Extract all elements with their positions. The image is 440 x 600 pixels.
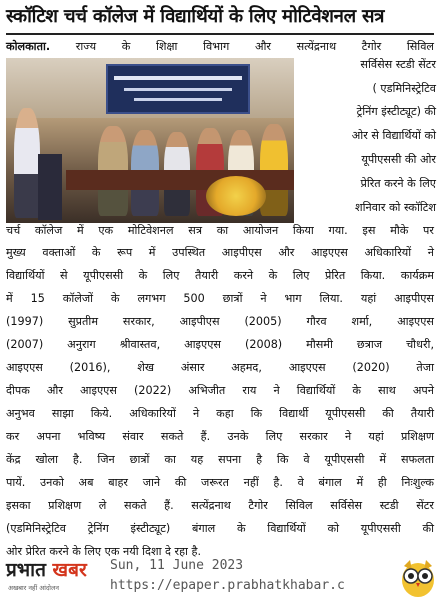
first-line-text: राज्य के शिक्षा विभाग और सत्येंद्रनाथ टैगोर सिविल (50, 40, 434, 53)
side-line: ( एडमिनिस्ट्रेटिव (372, 82, 436, 95)
side-line: यूपीएससी की ओर (361, 153, 436, 166)
body-line: (1997) सुप्रतीम सरकार, आइपीएस (2005) गौरव शर्मा, आइएएस (6, 315, 434, 328)
prabhat-khabar-logo[interactable] (6, 558, 98, 594)
headline: स्कॉटिश चर्च कॉलेज में विद्यार्थियों के लिए मोटिवेशनल सत्र (6, 6, 385, 27)
side-line: ओर से विद्यार्थियों को (351, 129, 436, 142)
edition-date: Sun, 11 June 2023 (110, 558, 244, 573)
body-line: आइएएस (2016), शेख अंसार अहमद, आइएएस (2020) तेजा (6, 361, 434, 374)
side-line: शनिवार को स्कॉटिश (355, 201, 436, 214)
epaper-footer (0, 552, 440, 600)
event-photo (6, 58, 294, 223)
body-line: मुख्य वक्ताओं के रूप में उपस्थित आइपीएस और आइएएस अधिकारियों ने (6, 246, 434, 259)
logo-tagline: अखबार नहीं आंदोलन (8, 584, 60, 592)
side-line: प्रेरित करने के लिए (360, 177, 436, 190)
owl-mascot-icon (398, 556, 438, 598)
body-line: में 15 कॉलेजों के लगभग 500 छात्रों ने भाग लिया. यहां आइपीएस (6, 292, 434, 305)
body-line: अनुभव साझा किये. अधिकारियों ने कहा कि विद्यार्थी यूपीएससी की तैयारी (6, 407, 434, 420)
body-line: दीपक और आइएएस (2022) अभिजीत राय ने विद्यार्थियों के साथ अपने (6, 384, 434, 397)
logo-main: प्रभात (6, 559, 46, 581)
headline-rule (6, 33, 434, 35)
body-line: विद्यार्थियों से यूपीएससी के लिए तैयारी करने के लिए प्रेरित किया. कार्यक्रम (6, 269, 434, 282)
side-line: ट्रेनिंग इंस्टीट्यूट) की (356, 105, 436, 118)
body-line: पायें. उनको अब बाहर जाने की जरूरत नहीं है. वे बंगाल में ही निःशुल्क (6, 476, 434, 489)
body-line: इसका प्रशिक्षण ले सकते हैं. सत्येंद्रनाथ टैगोर सिविल सर्विसेस स्टडी सेंटर (6, 499, 434, 512)
body-line-last: ओर प्रेरित करने के लिए एक नयी दिशा दे रहा है. (6, 545, 202, 558)
logo-accent: खबर (52, 559, 87, 581)
body-line: कर अपना भविष्य संवार सकते हैं. उनके लिए सरकार ने यहां प्रशिक्षण (6, 430, 434, 443)
body-line: (एडमिनिस्ट्रेटिव ट्रेनिंग इंस्टीट्यूट) बंगाल के विद्यार्थियों को यूपीएससी की (6, 522, 434, 535)
body-line: केंद्र खोला है. जिन छात्रों का यह सपना है कि वे यूपीएससी में सफलता (6, 453, 434, 466)
epaper-url[interactable]: https://epaper.prabhatkhabar.c (110, 578, 345, 593)
dateline: कोलकाता. (6, 40, 51, 53)
body-line: (2007) अनुराग श्रीवास्तव, आइएएस (2008) मौसमी छत्राज चौधरी, (6, 338, 434, 351)
article-first-line (6, 38, 434, 56)
side-line: सर्विसेस स्टडी सेंटर (360, 58, 436, 71)
body-line: चर्च कॉलेज में एक मोटिवेशनल सत्र का आयोजन किया गया. इस मौके पर (6, 224, 434, 237)
